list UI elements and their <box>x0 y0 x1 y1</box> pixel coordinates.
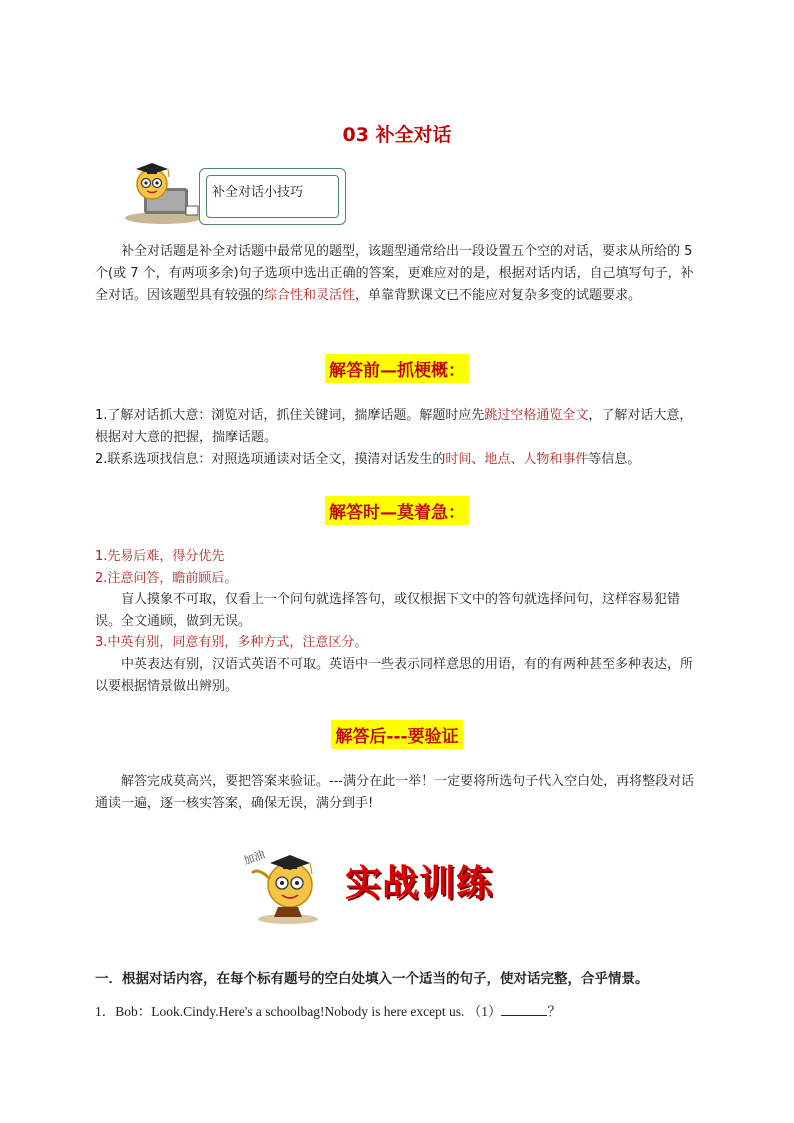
intro-paragraph <box>95 241 700 307</box>
section-heading-before <box>0 354 794 383</box>
section-during-item-2: 2.注意问答，瞻前顾后。 <box>95 571 238 586</box>
tips-label: 补全对话小技巧 <box>212 185 304 200</box>
section-heading-after <box>0 720 794 749</box>
mascot-sign: 加油 <box>241 847 267 868</box>
section-before-item-1 <box>95 405 700 449</box>
mascot-cheer-icon <box>240 837 332 925</box>
tips-box <box>199 168 346 225</box>
question-1 <box>95 1000 561 1020</box>
section-during-item-3-body: 中英表达有别，汉语式英语不可取。英语中一些表示同样意思的用语，有的有两种甚至多种表达，所以要根据情景做出辨别。 <box>95 657 694 694</box>
page-title: 03 补全对话 <box>342 124 452 146</box>
question-1-end: ？ <box>547 1004 561 1019</box>
section-during-item-1: 1.先易后难，得分优先 <box>95 549 225 564</box>
answer-blank[interactable] <box>501 1003 547 1016</box>
intro-text-end: ，单靠背默课文已不能应对复杂多变的试题要求。 <box>355 288 642 303</box>
section-after-body: 解答完成莫高兴，要把答案来验证。---满分在此一举！一定要将所选句子代入空白处，再将整段对话通读一遍，逐一核实答案，确保无误，满分到手! <box>95 774 695 811</box>
section-during-item-2-body: 盲人摸象不可取，仅看上一个问句就选择答句，或仅根据下文中的答句就选择问句，这样容易犯错误。全文通顾，做到无误。 <box>95 592 681 629</box>
item-highlight: 跳过空格通览全文 <box>484 408 589 423</box>
item-text: 1.了解对话抓大意：浏览对话，抓住关键词，揣摩话题。解题时应先 <box>95 408 485 423</box>
practice-title: 实战训练 <box>345 862 494 904</box>
section-heading-after-label: 解答后---要验证 <box>331 720 462 749</box>
item-text-end: 等信息。 <box>588 452 641 467</box>
item-text-end: ，了解对话大意，根据对大意的把握，揣摩话题。 <box>95 408 693 445</box>
section-heading-before-label: 解答前—抓梗概： <box>325 354 469 383</box>
question-heading: 一．根据对话内容，在每个标有题号的空白处填入一个适当的句子，使对话完整，合乎情景。 <box>95 971 649 987</box>
section-heading-during <box>0 496 794 525</box>
question-1-text: 1．Bob：Look.Cindy.Here's a schoolbag!Nobody is here except us. （1） <box>95 1004 502 1019</box>
intro-text: 补全对话题是补全对话题中最常见的题型，该题型通常给出一段设置五个空的对话，要求从所给的 5 个(或 7 个，有两项多余)句子选项中选出正确的答案，更难应对的是，根据对话内话，自己填写句子，补全对话。因该题型具有较强的 <box>95 244 694 303</box>
intro-highlight: 综合性和灵活性 <box>264 288 356 303</box>
section-during-item-3: 3.中英有别，同意有别，多种方式，注意区分。 <box>95 635 368 650</box>
section-heading-during-label: 解答时—莫着急： <box>325 496 469 525</box>
item-highlight: 时间、地点、人物和事件 <box>445 452 589 467</box>
mascot-laptop-icon <box>122 158 204 226</box>
item-text: 2.联系选项找信息：对照选项通读对话全文，摸清对话发生的 <box>95 452 446 467</box>
section-before-item-2 <box>95 449 700 471</box>
